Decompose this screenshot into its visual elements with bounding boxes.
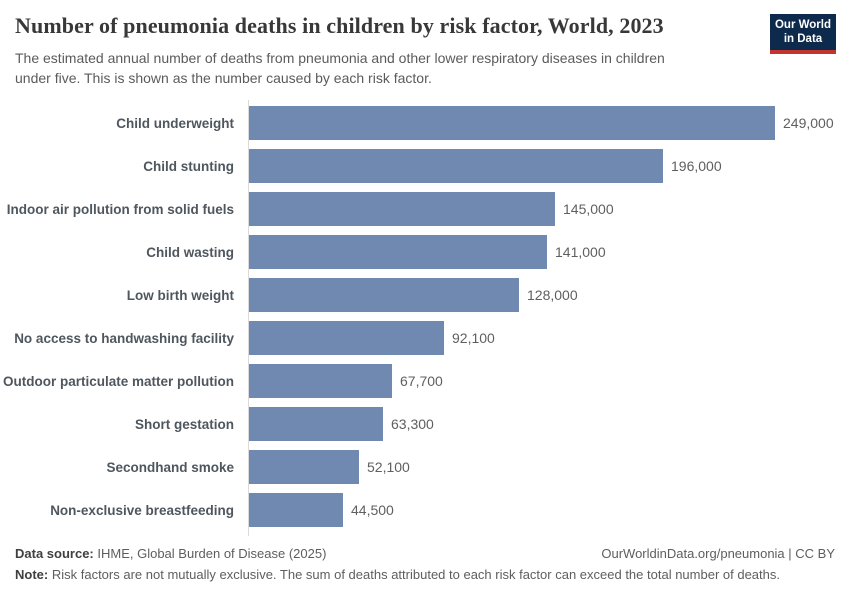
bar-track [242,403,850,446]
bar-row [0,231,850,274]
bar-track [242,274,850,317]
bar-value-label: 145,000 [563,201,614,218]
bar-track [242,231,850,274]
owid-logo-line1: Our World [774,19,831,31]
bar-label: Child wasting [146,244,234,260]
bar-value-label: 67,700 [400,373,443,390]
bar[interactable] [249,192,555,226]
note-label: Note: [15,566,49,582]
bar-row [0,188,850,231]
bar-track [242,317,850,360]
bar-track [242,446,850,489]
y-axis-line [248,100,249,536]
footer-source-row [15,546,835,561]
note-text: Risk factors are not mutually exclusive. The sum of deaths attributed to each risk factor can exceed the total number of deaths. [51,566,780,582]
bar[interactable] [249,364,392,398]
chart-header [0,0,850,89]
bar-value-label: 249,000 [783,115,834,132]
bar[interactable] [249,149,663,183]
bar-label: Low birth weight [126,287,234,303]
chart-footer [0,546,850,582]
bar-label: Outdoor particulate matter pollution [2,373,234,389]
bar-track [242,360,850,403]
data-source [15,546,326,561]
bar-label: Non-exclusive breastfeeding [50,502,234,518]
bar[interactable] [249,278,519,312]
bar-row [0,446,850,489]
page-title: Number of pneumonia deaths in children by risk factor, World, 2023 [15,13,664,38]
bar[interactable] [249,493,343,527]
bar-label: Indoor air pollution from solid fuels [6,201,234,217]
bar-rows [0,102,850,532]
bar[interactable] [249,106,775,140]
bar-row [0,274,850,317]
bar-value-label: 52,100 [367,459,410,476]
bar[interactable] [249,450,359,484]
bar-value-label: 141,000 [555,244,606,261]
owid-logo[interactable] [770,14,836,54]
bar-label: No access to handwashing facility [14,330,234,346]
bar-track [242,188,850,231]
bar-row [0,489,850,532]
bar-value-label: 196,000 [671,158,722,175]
data-source-text: IHME, Global Burden of Disease (2025) [97,545,327,561]
bar-value-label: 63,300 [391,416,434,433]
bar-track [242,489,850,532]
data-source-label: Data source: [15,545,94,561]
bar-row [0,102,850,145]
bar[interactable] [249,235,547,269]
bar-row [0,145,850,188]
bar-row [0,317,850,360]
owid-logo-line2: in Data [783,33,823,46]
bar-label: Child underweight [116,115,234,131]
bar[interactable] [249,407,383,441]
bar-label: Secondhand smoke [106,459,234,475]
bar-row [0,403,850,446]
bar-track [242,145,850,188]
bar-label: Short gestation [134,416,234,432]
bar-track [242,102,850,145]
bar-value-label: 44,500 [351,502,394,519]
owid-citation-link[interactable]: OurWorldinData.org/pneumonia | CC BY [601,545,835,561]
bar-chart-plot [0,102,850,532]
footer-note [15,567,835,582]
bar-row [0,360,850,403]
bar-label: Child stunting [143,158,234,174]
chart-subtitle: The estimated annual number of deaths from pneumonia and other lower respiratory diseases in children under five. This is shown as the number caused by each risk factor. [15,50,665,87]
bar-value-label: 92,100 [452,330,495,347]
bar-value-label: 128,000 [527,287,578,304]
bar[interactable] [249,321,444,355]
